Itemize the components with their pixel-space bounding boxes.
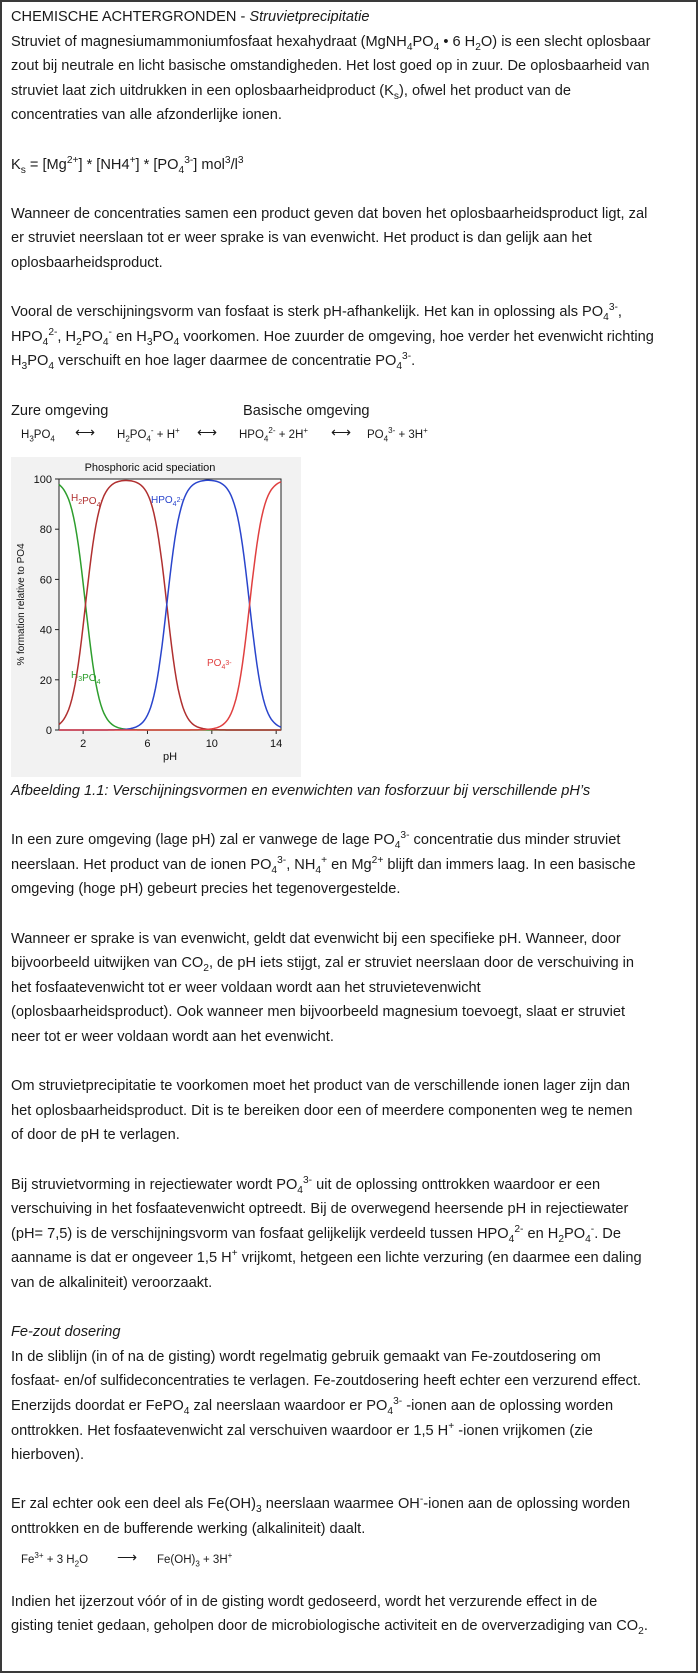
y-axis-label: % formation relative to PO4 — [16, 543, 27, 666]
y-tick-label: 40 — [39, 624, 52, 637]
line: struviet laat zich uitdrukken in een oplosbaarheidproduct $(K_s)$, ofwel het product van de — [11, 82, 571, 102]
paragraph-dosing-timing — [11, 1590, 693, 1639]
heading-main: CHEMISCHE ACHTERGRONDEN - — [11, 9, 250, 25]
line: Indien het ijzerzout vóór of in de gisting wordt gedoseerd, wordt het verzurende effect in de — [11, 1593, 598, 1610]
line: (oplosbaarheidsproduct). Ook wanneer men bijvoorbeeld magnesium toevoegt, slaat er struviet — [11, 1004, 626, 1021]
solubility-product-equation: $K_s = [Mg^{2+}] * [NH4^+] * [PO_4^{3-}]$ $mol^3/l^3$ — [11, 154, 244, 176]
line: neerslaan. Het product van de ionen $PO_4^{3-}$, $NH_4^+$ en $Mg^{2+}$ blijft dan immers laag. In een basische — [11, 855, 636, 876]
equilibrium-chain — [11, 423, 693, 445]
line: $HPO_4^{2-}$, $H_2PO_4^-$ en $H_3PO_4$ voorkomen. Hoe zuurder de omgeving, hoe verder het evenwicht richting — [11, 326, 654, 348]
fe-equation — [11, 1548, 693, 1576]
line: onttrokken. Het fosfaatevenwicht zal verschuiven waardoor er 1,5 H+ -ionen vrijkomen (zie — [11, 1420, 593, 1439]
series-label: $HPO_4^{2-}$ — [151, 495, 183, 509]
environment-labels — [11, 399, 693, 424]
figure-caption: Afbeelding 1.1: Verschijningsvormen en evenwichten van fosforzuur bij verschillende pH’s — [11, 783, 591, 800]
line: Er zal echter ook een deel als $Fe(OH)_3$ neerslaan waarmee OH--ionen aan de oplossing worden — [11, 1494, 631, 1516]
line: aanname is dat er ongeveer 1,5 H+ vrijkomt, hetgeen een lichte verzuring (en daarmee een daling — [11, 1248, 642, 1267]
line: het fosfaatevenwicht tot er weer voldaan wordt aan het struvietevenwicht — [11, 979, 481, 996]
line: neer tot er weer voldaan wordt aan het evenwicht. — [11, 1029, 334, 1046]
paragraph-acid-basic — [11, 828, 693, 902]
series-label: $H_2PO_4^-$ — [71, 493, 103, 510]
line: Bij struvietvorming in rejectiewater wordt $PO_4^{3-}$ uit de oplossing onttrokken waardoor er een — [11, 1174, 601, 1196]
equilibrium-arrow: ⟷ — [331, 424, 352, 441]
line: bijvoorbeeld uitwijken van $CO_2$, de pH iets stijgt, zal er struviet neerslaan door de verschuiving in — [11, 955, 634, 975]
species-po4: $PO_4^{3-} + 3H^+$ — [367, 426, 428, 444]
line: $H_3PO_4$ verschuift en hoe lager daarmee de concentratie $PO_4^{3-}$. — [11, 351, 416, 373]
species-hpo4: $HPO_4^{2-} + 2H^+$ — [239, 426, 309, 444]
y-tick-label: 20 — [39, 674, 52, 687]
series-label: $H_3PO_4$ — [71, 670, 101, 687]
y-tick-label: 0 — [45, 725, 52, 738]
line: hierboven). — [11, 1447, 85, 1464]
species-h2po4: $H_2PO_4^- + H^+$ — [117, 426, 180, 444]
line: Struviet of magnesiumammoniumfosfaat hexahydraat ($MgNH_4PO_4$ • 6 $H_2O$) is een slecht oplosbaar — [11, 33, 651, 53]
paragraph-equilibrium — [11, 927, 693, 1050]
paragraph-prevention — [11, 1074, 693, 1148]
basic-environment-label: Basische omgeving — [243, 402, 370, 419]
heading-sub: Struvietprecipitatie — [249, 9, 370, 25]
document-body — [11, 5, 693, 1639]
series-label: $PO_4^{3-}$ — [207, 658, 232, 672]
line: Vooral de verschijningsvorm van fosfaat is sterk pH-afhankelijk. Het kan in oplossing als $PO_4^{3-}$, — [11, 302, 622, 324]
line: In de sliblijn (in of na de gisting) wordt regelmatig gebruik gemaakt van Fe-zoutdosering om — [11, 1348, 601, 1365]
line: gisting teniet gedaan, geholpen door de microbiologische activiteit en de oververzadiging van $CO_2$. — [11, 1618, 648, 1637]
equilibrium-arrow: ⟷ — [75, 424, 96, 441]
reaction-arrow: ⟶ — [117, 1548, 138, 1565]
line: zout bij neutrale en licht basische omstandigheden. Het lost goed op in zuur. De oplosbaarheid van — [11, 58, 650, 75]
paragraph-fe-hydroxide — [11, 1492, 693, 1541]
line: er struviet neerslaan tot er weer sprake is van evenwicht. Het product is dan gelijk aan het — [11, 230, 592, 247]
plot-area — [59, 479, 281, 730]
x-tick-label: 2 — [80, 738, 87, 751]
paragraph-precipitation — [11, 202, 693, 276]
x-tick-label: 14 — [270, 738, 283, 751]
paragraph-ph-dependence — [11, 300, 693, 374]
phosphoric-acid-chart — [11, 457, 301, 777]
line: fosfaat- en/of sulfideconcentraties te verlagen. Fe-zoutdosering heeft echter een verzurend effect. — [11, 1373, 642, 1390]
chart-svg — [11, 457, 301, 777]
line: of door de pH te verlagen. — [11, 1127, 180, 1144]
x-tick-label: 6 — [144, 738, 151, 751]
line: omgeving (hoge pH) gebeurt precies het tegenovergestelde. — [11, 881, 401, 898]
line: concentraties van alle afzonderlijke ionen. — [11, 107, 282, 124]
paragraph-fe-dosing — [11, 1345, 693, 1468]
line: oplosbaarheidsproduct. — [11, 254, 163, 271]
line: Wanneer de concentraties samen een product geven dat boven het oplosbaarheidsproduct ligt, zal — [11, 205, 648, 222]
paragraph-intro — [11, 30, 693, 128]
species-h3po4: $H_3PO_4$ — [21, 429, 55, 444]
line: Wanneer er sprake is van evenwicht, geldt dat evenwicht bij een specifieke pH. Wanneer, door — [11, 930, 621, 947]
line: Enerzijds doordat er FePO$_4$ zal neerslaan waardoor er $PO_4^{3-}$ -ionen aan de oplossing worden — [11, 1396, 614, 1417]
line: van de alkaliniteit) veroorzaakt. — [11, 1274, 213, 1291]
y-tick-label: 80 — [39, 524, 52, 537]
section-heading — [11, 5, 693, 30]
x-axis-label: pH — [162, 751, 178, 764]
equilibrium-arrow: ⟷ — [197, 424, 218, 441]
line: (pH= 7,5) is de verschijningsvorm van fosfaat gelijkelijk verdeeld tussen $HPO_4^{2-}$ en $H_2PO_4^-$. De — [11, 1223, 621, 1245]
line: In een zure omgeving (lage pH) zal er vanwege de lage $PO_4^{3-}$ concentratie dus minder struviet — [11, 830, 621, 852]
fe-reactants: $Fe^{3+} + 3$ $H_2O$ — [21, 1550, 89, 1568]
chart-title: Phosphoric acid speciation — [84, 462, 216, 475]
fe-subheading: Fe-zout dosering — [11, 1324, 121, 1341]
y-tick-label: 100 — [33, 474, 52, 487]
line: onttrokken en de bufferende werking (alkaliniteit) daalt. — [11, 1520, 366, 1537]
line: Om struvietprecipitatie te voorkomen moet het product van de verschillende ionen lager zijn dan — [11, 1078, 630, 1095]
y-tick-label: 60 — [39, 574, 52, 587]
line: verschuiving in het fosfaatevenwicht optreedt. Bij de overwegend heersende pH in rejectiewater — [11, 1201, 629, 1218]
fe-products: $Fe(OH)_3 + 3H^+$ — [157, 1550, 233, 1568]
acid-environment-label: Zure omgeving — [11, 402, 109, 419]
x-tick-label: 10 — [205, 738, 218, 751]
line: het oplosbaarheidsproduct. Dit is te bereiken door een of meerdere componenten weg te nemen — [11, 1102, 633, 1119]
paragraph-rejection-water — [11, 1173, 693, 1296]
